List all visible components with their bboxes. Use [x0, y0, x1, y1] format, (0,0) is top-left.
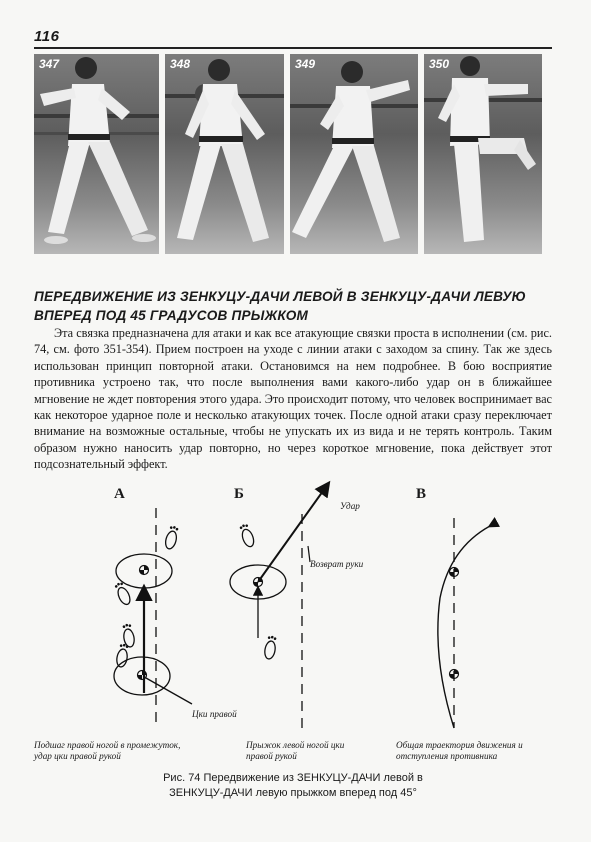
karateka-figure-350 [424, 54, 542, 254]
note-c: Общая траектория движения и отступления противника [396, 740, 523, 761]
photo-349 [290, 54, 418, 254]
diagram-c [438, 518, 490, 728]
note-a: Подшаг правой ногой в промежуток, удар цки правой рукой [34, 740, 181, 761]
photo-number: 349 [295, 57, 316, 71]
karateka-figure-348 [165, 54, 284, 254]
photo-strip [34, 54, 542, 254]
page-number: 116 [34, 28, 60, 45]
body-paragraph: Эта связка предназначена для атаки и как все атакующие связки проста в исполнении (см. рис. 74, см. фото 351-354). Прием построен на уходе с линии атаки с заходом за спину. Так же здесь использован принцип повторной атаки. Остановимся на нем подробнее. В бою восприятие противника устроено так, что после выполнения вами какого-либо удар он в ближайшее мгновение не ждет повторения этого удара. Это происходит потому, что человек воспринимает вас как некоторое ударное поле и несколько атакующих точек. После одной атаки сразу переключает внимание на возможные остальные, чтобы не упускать их из вида и не терять контроль. Таким образом нужно наносить удар повторно, но через короткое мгновение, пока действует этот подсознательный эффект. [34, 326, 552, 472]
note-b: Прыжок левой ногой цки правой рукой [246, 740, 345, 761]
annotation-tsuki: Цки правой [192, 709, 237, 719]
karateka-figure-349 [290, 54, 418, 254]
photo-number: 347 [39, 57, 60, 71]
movement-diagram [34, 478, 552, 768]
annotation-vozvrat: Возврат руки [310, 559, 364, 569]
diagram-label-a: А [114, 486, 125, 502]
diagram-label-b: Б [234, 486, 244, 502]
annotation-udar: Удар [340, 501, 360, 511]
photo-347 [34, 54, 159, 254]
diagram-b [230, 484, 328, 728]
caption-line-1: Рис. 74 Передвижение из ЗЕНКУЦУ-ДАЧИ левой в [163, 772, 423, 784]
figure-74 [34, 478, 552, 808]
caption-line-2: ЗЕНКУЦУ-ДАЧИ левую прыжком вперед под 45° [169, 787, 417, 799]
section-heading: ПЕРЕДВИЖЕНИЕ ИЗ ЗЕНКУЦУ-ДАЧИ ЛЕВОЙ В ЗЕНКУЦУ-ДАЧИ ЛЕВУЮ ВПЕРЕД ПОД 45 ГРАДУСОВ ПРЫЖКОМ [34, 289, 527, 323]
karateka-figure-347 [34, 54, 159, 254]
header-rule [34, 47, 552, 49]
photo-number: 350 [429, 57, 450, 71]
diagram-label-c: В [416, 486, 427, 502]
figure-caption [34, 771, 552, 801]
photo-348 [165, 54, 284, 254]
photo-number: 348 [170, 57, 191, 71]
photo-350 [424, 54, 542, 254]
diagram-a [113, 508, 192, 728]
